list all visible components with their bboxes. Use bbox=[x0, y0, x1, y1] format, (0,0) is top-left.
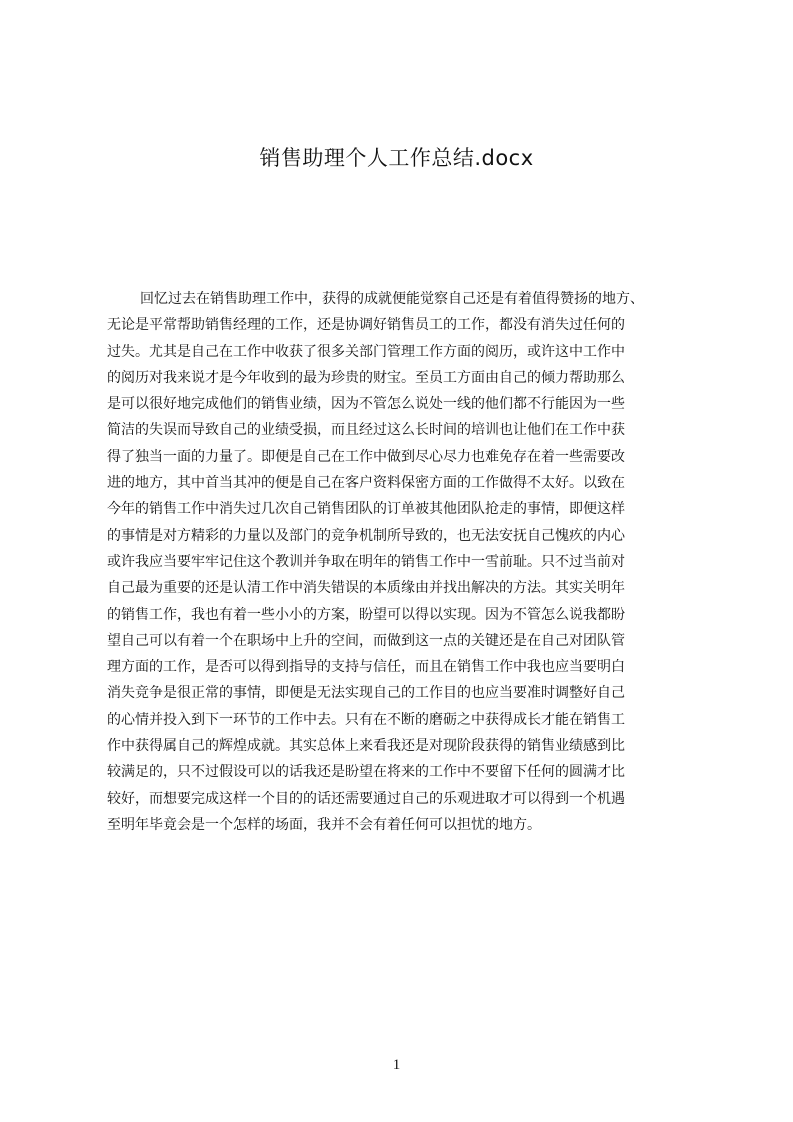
body-line: 的心情并投入到下一环节的工作中去。只有在不断的磨砺之中获得成长才能在销售工 bbox=[107, 711, 625, 728]
body-line: 今年的销售工作中消失过几次自己销售团队的订单被其他团队抢走的事情，即便这样 bbox=[107, 501, 625, 518]
body-line: 消失竞争是很正常的事情，即便是无法实现自己的工作目的也应当要准时调整好自己 bbox=[107, 685, 625, 702]
body-paragraph bbox=[107, 286, 707, 838]
body-line: 的阅历对我来说才是今年收到的最为珍贵的财宝。至员工方面由自己的倾力帮助那么 bbox=[107, 369, 625, 386]
body-line: 的事情是对方精彩的力量以及部门的竞争机制所导致的，也无法安抚自己愧疚的内心 bbox=[107, 527, 625, 544]
body-line: 进的地方，其中首当其冲的便是自己在客户资料保密方面的工作做得不太好。以致在 bbox=[107, 475, 625, 492]
body-line: 较满足的，只不过假设可以的话我还是盼望在将来的工作中不要留下任何的圆满才比 bbox=[107, 764, 625, 781]
body-line: 较好，而想要完成这样一个目的的话还需要通过自己的乐观进取才可以得到一个机遇 bbox=[107, 790, 625, 807]
body-line: 理方面的工作，是否可以得到指导的支持与信任，而且在销售工作中我也应当要明白 bbox=[107, 659, 625, 676]
body-line: 望自己可以有着一个在职场中上升的空间，而做到这一点的关键还是在自己对团队管 bbox=[107, 632, 625, 649]
page-number: 1 bbox=[392, 1057, 401, 1073]
body-line: 的销售工作，我也有着一些小小的方案，盼望可以得以实现。因为不管怎么说我都盼 bbox=[107, 606, 625, 623]
body-line: 自己最为重要的还是认清工作中消失错误的本质缘由并找出解决的方法。其实关明年 bbox=[107, 580, 625, 597]
body-line: 得了独当一面的力量了。即便是自己在工作中做到尽心尽力也难免存在着一些需要改 bbox=[107, 448, 625, 465]
body-line: 是可以很好地完成他们的销售业绩，因为不管怎么说处一线的他们都不行能因为一些 bbox=[107, 396, 625, 413]
body-line: 回忆过去在销售助理工作中，获得的成就便能觉察自己还是有着值得赞扬的地方、 bbox=[140, 291, 644, 307]
body-line: 作中获得属自己的辉煌成就。其实总体上来看我还是对现阶段获得的销售业绩感到比 bbox=[107, 738, 625, 755]
body-line: 简洁的失误而导致自己的业绩受损，而且经过这么长时间的培训也让他们在工作中获 bbox=[107, 422, 625, 439]
document-title: 销售助理个人工作总结.docx bbox=[259, 146, 534, 170]
body-line: 或许我应当要牢牢记住这个教训并争取在明年的销售工作中一雪前耻。只不过当前对 bbox=[107, 553, 625, 570]
body-line: 至明年毕竟会是一个怎样的场面，我并不会有着任何可以担忧的地方。 bbox=[107, 816, 541, 833]
body-line: 无论是平常帮助销售经理的工作，还是协调好销售员工的工作，都没有消失过任何的 bbox=[107, 317, 625, 334]
body-line: 过失。尤其是自己在工作中收获了很多关部门管理工作方面的阅历，或许这中工作中 bbox=[107, 343, 625, 360]
